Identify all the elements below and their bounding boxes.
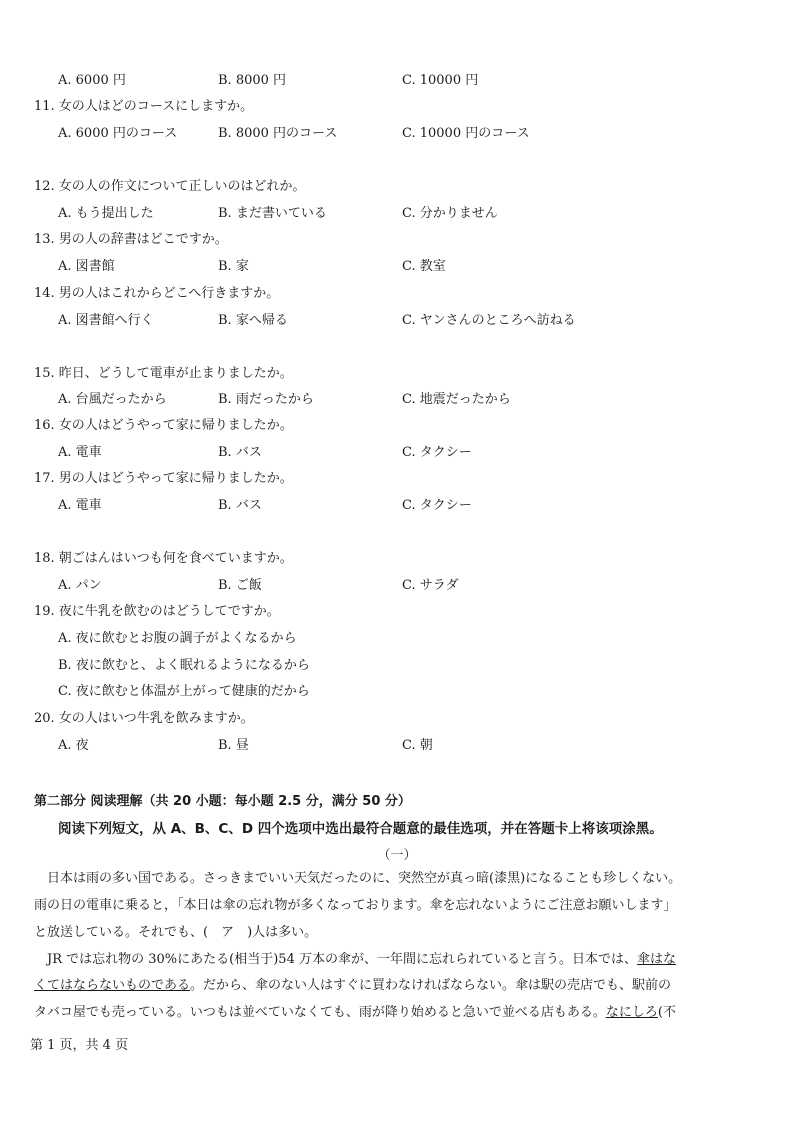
underlined-phrase-end: くてはならないものである (34, 978, 191, 993)
q14-option-a[interactable]: A. 図書館へ行く (58, 313, 154, 328)
passage-line-1: 日本は雨の多い国である。さっきまでいい天気だったのに、突然空が真っ暗(漆黒)になることも珍しくない。 (34, 871, 682, 886)
question-17: 17. 男の人はどうやって家に帰りましたか。 (34, 471, 293, 486)
q14-option-b[interactable]: B. 家へ帰る (218, 313, 288, 328)
passage-line-2: 雨の日の電車に乗ると，「本日は傘の忘れ物が多くなっております。傘を忘れないようにご注意お願いします」 (34, 898, 677, 913)
q11-option-c[interactable]: C. 10000 円のコース (402, 126, 530, 141)
passage-line-5-text: 。だから、傘のない人はすぐに買わなければならない。傘は駅の売店でも、駅前の (190, 978, 672, 993)
q17-option-a[interactable]: A. 電車 (58, 498, 102, 513)
q15-option-b[interactable]: B. 雨だったから (218, 392, 314, 407)
q17-option-b[interactable]: B. バス (218, 498, 262, 513)
q11-option-a[interactable]: A. 6000 円のコース (58, 126, 178, 141)
passage-line-5 (34, 977, 720, 995)
q10-option-b[interactable]: B. 8000 円 (218, 73, 287, 88)
question-14: 14. 男の人はこれからどこへ行きますか。 (34, 286, 280, 301)
q20-option-b[interactable]: B. 昼 (218, 738, 249, 753)
q12-option-b[interactable]: B. まだ書いている (218, 206, 327, 221)
section-instruction: 阅读下列短文，从 A、B、C、D 四个选项中选出最符合题意的最佳选项，并在答题卡上将该项涂黑。 (58, 821, 663, 837)
q19-option-a[interactable]: A. 夜に飲むとお腹の調子がよくなるから (58, 631, 297, 646)
q18-option-a[interactable]: A. パン (58, 578, 102, 593)
question-16: 16. 女の人はどうやって家に帰りましたか。 (34, 418, 293, 433)
q16-option-c[interactable]: C. タクシー (402, 445, 472, 460)
question-19: 19. 夜に牛乳を飲むのはどうしてですか。 (34, 604, 280, 619)
question-15: 15. 昨日、どうして電車が止まりましたか。 (34, 366, 293, 381)
q16-option-a[interactable]: A. 電車 (58, 445, 102, 460)
q20-option-c[interactable]: C. 朝 (402, 738, 433, 753)
question-12: 12. 女の人の作文について正しいのはどれか。 (34, 179, 306, 194)
passage-line-6-tail: (不 (657, 1005, 676, 1020)
q13-option-b[interactable]: B. 家 (218, 259, 249, 274)
q17-option-c[interactable]: C. タクシー (402, 498, 472, 513)
q13-option-a[interactable]: A. 図書館 (58, 259, 115, 274)
question-20: 20. 女の人はいつ牛乳を飲みますか。 (34, 711, 254, 726)
q11-option-b[interactable]: B. 8000 円のコース (218, 126, 338, 141)
q16-option-b[interactable]: B. バス (218, 445, 262, 460)
question-18: 18. 朝ごはんはいつも何を食べていますか。 (34, 551, 293, 566)
q10-option-c[interactable]: C. 10000 円 (402, 73, 479, 88)
q20-option-a[interactable]: A. 夜 (58, 738, 89, 753)
q13-option-c[interactable]: C. 教室 (402, 259, 446, 274)
question-11: 11. 女の人はどのコースにしますか。 (34, 99, 254, 114)
section-title: 第二部分 阅读理解（共 20 小题：每小题 2.5 分，满分 50 分） (34, 794, 411, 809)
question-13: 13. 男の人の辞書はどこですか。 (34, 232, 228, 247)
passage-line-4 (34, 951, 720, 969)
passage-line-4-text: JR では忘れ物の 30%にあたる(相当于)54 万本の傘が、一年間に忘れられていると言う。日本では、 (34, 952, 637, 967)
page-footer: 第 1 页，共 4 页 (30, 1038, 129, 1053)
q12-option-a[interactable]: A. もう提出した (58, 206, 154, 221)
passage-line-6 (34, 1004, 720, 1022)
q18-option-b[interactable]: B. ご飯 (218, 578, 262, 593)
q15-option-c[interactable]: C. 地震だったから (402, 392, 511, 407)
q12-option-c[interactable]: C. 分かりません (402, 206, 498, 221)
q15-option-a[interactable]: A. 台風だったから (58, 392, 167, 407)
underlined-nanishiro: なにしろ (605, 1005, 658, 1020)
q18-option-c[interactable]: C. サラダ (402, 578, 459, 593)
q14-option-c[interactable]: C. ヤンさんのところへ訪ねる (402, 313, 576, 328)
passage-line-6-text: タバコ屋でも売っている。いつもは並べていなくても、雨が降り始めると急いで並べる店もある。 (34, 1005, 606, 1020)
q10-option-a[interactable]: A. 6000 円 (58, 73, 126, 88)
passage-line-3: と放送している。それでも、( ア )人は多い。 (34, 925, 318, 940)
q19-option-b[interactable]: B. 夜に飲むと、よく眠れるようになるから (58, 658, 310, 673)
q19-option-c[interactable]: C. 夜に飲むと体温が上がって健康的だから (58, 684, 310, 699)
passage-number: （一） (377, 848, 417, 863)
underlined-phrase-start: 傘はな (636, 952, 676, 967)
